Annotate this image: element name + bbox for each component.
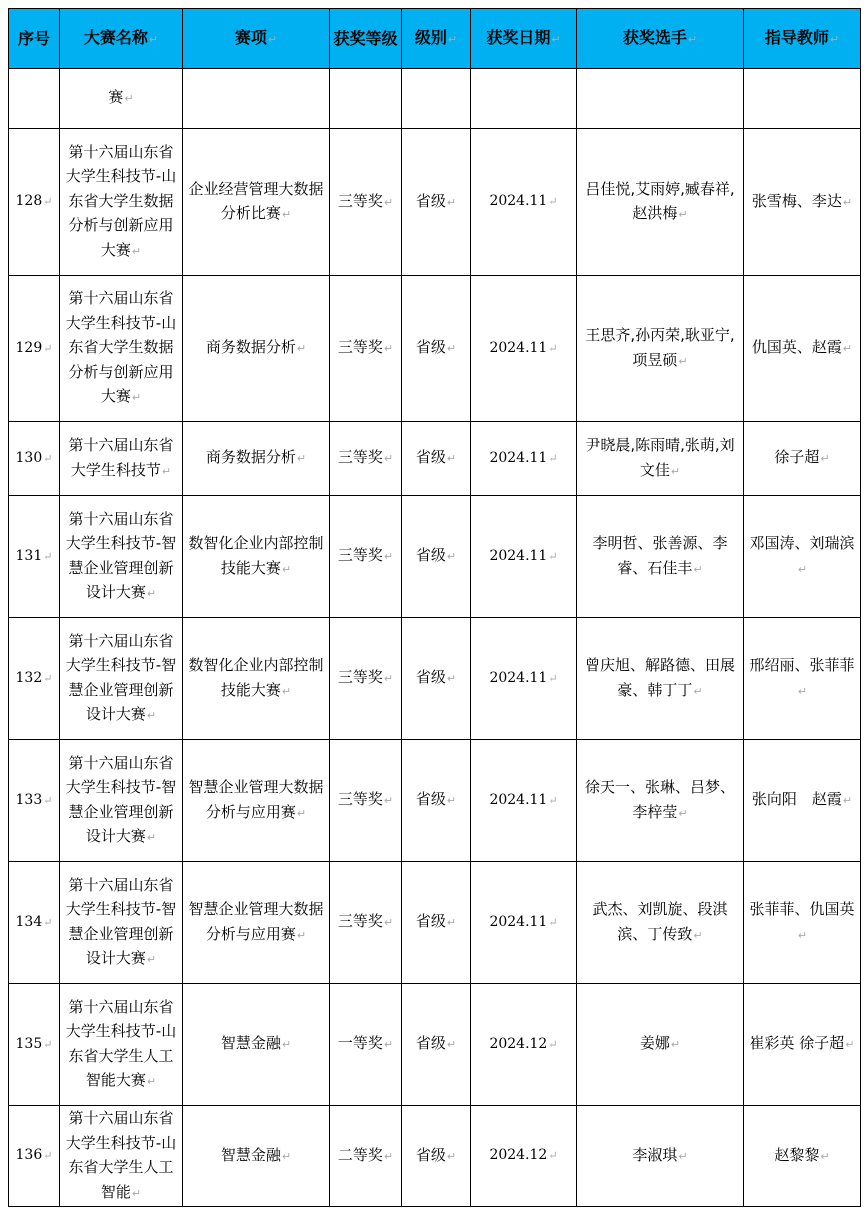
paragraph-mark: ↵ [43, 1037, 53, 1051]
paragraph-mark: ↵ [842, 342, 853, 356]
cell-award-date: 2024.12↵ [471, 984, 577, 1106]
cell-students: 曾庆旭、解路德、田展豪、韩丁丁↵ [577, 618, 744, 740]
cell-event [183, 69, 330, 129]
header-students: 获奖选手↵ [577, 9, 744, 69]
header-serial: 序号 [9, 9, 60, 69]
paragraph-mark: ↵ [548, 915, 558, 929]
cell-contest-name: 第十六届山东省大学生科技节-智慧企业管理创新设计大赛↵ [60, 862, 183, 984]
paragraph-mark: ↵ [845, 1038, 855, 1052]
paragraph-mark: ↵ [797, 562, 808, 576]
paragraph-mark: ↵ [124, 92, 134, 106]
paragraph-mark: ↵ [383, 916, 394, 930]
cell-teachers: 赵黎黎↵ [744, 1106, 861, 1207]
cell-award-grade [330, 69, 402, 129]
table-row [9, 1106, 861, 1207]
paragraph-mark: ↵ [548, 341, 558, 355]
paragraph-mark: ↵ [146, 709, 157, 722]
cell-event: 智慧企业管理大数据分析与应用赛↵ [183, 740, 330, 862]
paragraph-mark: ↵ [842, 794, 853, 808]
cell-contest-name: 第十六届山东省大学生科技节-山东省大学生数据分析与创新应用大赛↵ [60, 129, 183, 276]
cell-award-grade: 三等奖↵ [330, 276, 402, 422]
paragraph-mark: ↵ [670, 464, 681, 478]
paragraph-mark: ↵ [383, 452, 394, 466]
paragraph-mark: ↵ [548, 195, 558, 209]
paragraph-mark: ↵ [383, 794, 394, 808]
paragraph-mark: ↵ [548, 451, 558, 465]
paragraph-mark: ↵ [548, 549, 558, 563]
paragraph-mark: ↵ [281, 684, 292, 698]
cell-award-grade: 三等奖↵ [330, 740, 402, 862]
paragraph-mark: ↵ [146, 1075, 157, 1088]
cell-contest-name: 第十六届山东省大学生科技节-山东省大学生人工智能↵ [60, 1106, 183, 1207]
paragraph-mark: ↵ [446, 672, 457, 686]
paragraph-mark: ↵ [43, 195, 53, 209]
paragraph-mark: ↵ [383, 195, 394, 209]
cell-level: 省级↵ [402, 1106, 471, 1207]
cell-event: 商务数据分析↵ [183, 422, 330, 496]
cell-serial: 129↵ [9, 276, 60, 422]
table-row [9, 862, 861, 984]
cell-teachers: 张向阳 赵霞↵ [744, 740, 861, 862]
cell-serial: 130↵ [9, 422, 60, 496]
cell-event: 商务数据分析↵ [183, 276, 330, 422]
cell-award-grade: 一等奖↵ [330, 984, 402, 1106]
cell-level: 省级↵ [402, 422, 471, 496]
cell-award-grade: 二等奖↵ [330, 1106, 402, 1207]
cell-contest-name: 第十六届山东省大学生科技节-山东省大学生人工智能大赛↵ [60, 984, 183, 1106]
cell-event: 数智化企业内部控制技能大赛↵ [183, 618, 330, 740]
cell-award-grade: 三等奖↵ [330, 618, 402, 740]
cell-award-grade: 三等奖↵ [330, 862, 402, 984]
table-row [9, 618, 861, 740]
cell-teachers: 仇国英、赵霞↵ [744, 276, 861, 422]
cell-award-date: 2024.11↵ [471, 276, 577, 422]
paragraph-mark: ↵ [446, 794, 457, 808]
paragraph-mark: ↵ [131, 1186, 142, 1200]
cell-teachers: 崔彩英 徐子超↵ [744, 984, 861, 1106]
paragraph-mark: ↵ [383, 1038, 394, 1052]
cell-contest-name: 第十六届山东省大学生科技节-智慧企业管理创新设计大赛↵ [60, 496, 183, 618]
header-contest-name: 大赛名称↵ [60, 9, 183, 69]
paragraph-mark: ↵ [670, 1038, 681, 1052]
paragraph-mark: ↵ [446, 342, 457, 356]
paragraph-mark: ↵ [797, 684, 808, 698]
cell-level: 省级↵ [402, 496, 471, 618]
paragraph-mark: ↵ [548, 1149, 558, 1163]
paragraph-mark: ↵ [383, 672, 394, 686]
paragraph-mark: ↵ [820, 1149, 830, 1163]
cell-award-date [471, 69, 577, 129]
paragraph-mark: ↵ [383, 1149, 394, 1163]
paragraph-mark: ↵ [383, 550, 394, 564]
cell-contest-name: 第十六届山东省大学生科技节↵ [60, 422, 183, 496]
cell-students [577, 69, 744, 129]
paragraph-mark: ↵ [43, 915, 53, 929]
paragraph-mark: ↵ [820, 452, 830, 466]
paragraph-mark: ↵ [281, 1038, 292, 1052]
cell-serial: 128↵ [9, 129, 60, 276]
paragraph-mark: ↵ [161, 464, 172, 478]
cell-level: 省级↵ [402, 740, 471, 862]
cell-students: 李明哲、张善源、李睿、石佳丰↵ [577, 496, 744, 618]
paragraph-mark: ↵ [43, 549, 53, 563]
paragraph-mark: ↵ [446, 195, 457, 209]
paragraph-mark: ↵ [797, 928, 808, 942]
paragraph-mark: ↵ [446, 550, 457, 564]
cell-award-date: 2024.12↵ [471, 1106, 577, 1207]
cell-serial: 136↵ [9, 1106, 60, 1207]
cell-students: 尹晓晨,陈雨晴,张萌,刘文佳↵ [577, 422, 744, 496]
cell-serial: 133↵ [9, 740, 60, 862]
paragraph-mark: ↵ [296, 806, 307, 820]
cell-serial: 134↵ [9, 862, 60, 984]
cell-serial: 135↵ [9, 984, 60, 1106]
cell-event: 智慧金融↵ [183, 1106, 330, 1207]
paragraph-mark: ↵ [296, 928, 307, 942]
paragraph-mark: ↵ [446, 1038, 457, 1052]
paragraph-mark: ↵ [678, 208, 688, 221]
cell-level [402, 69, 471, 129]
cell-event: 智慧企业管理大数据分析与应用赛↵ [183, 862, 330, 984]
cell-serial: 132↵ [9, 618, 60, 740]
paragraph-mark: ↵ [131, 391, 142, 405]
header-teachers: 指导教师↵ [744, 9, 861, 69]
cell-award-grade: 三等奖↵ [330, 422, 402, 496]
paragraph-mark: ↵ [43, 671, 53, 685]
paragraph-mark: ↵ [281, 208, 292, 221]
cell-event: 数智化企业内部控制技能大赛↵ [183, 496, 330, 618]
cell-award-grade: 三等奖↵ [330, 496, 402, 618]
table-row [9, 496, 861, 618]
paragraph-mark: ↵ [43, 341, 53, 355]
cell-serial: 131↵ [9, 496, 60, 618]
header-award-date: 获奖日期↵ [471, 9, 577, 69]
cell-contest-name: 赛↵ [60, 69, 183, 129]
paragraph-mark: ↵ [446, 452, 457, 466]
table-row [9, 984, 861, 1106]
awards-table [8, 8, 861, 1207]
cell-students: 王思齐,孙丙荣,耿亚宁,项昱硕↵ [577, 276, 744, 422]
paragraph-mark: ↵ [383, 342, 394, 356]
paragraph-mark: ↵ [281, 1149, 292, 1163]
cell-award-date: 2024.11↵ [471, 862, 577, 984]
cell-students: 武杰、刘凯旋、段淇滨、丁传致↵ [577, 862, 744, 984]
cell-award-date: 2024.11↵ [471, 496, 577, 618]
paragraph-mark: ↵ [296, 452, 307, 466]
paragraph-mark: ↵ [842, 195, 853, 209]
paragraph-mark: ↵ [43, 793, 53, 807]
paragraph-mark: ↵ [693, 562, 703, 576]
paragraph-mark: ↵ [146, 831, 157, 844]
cell-award-date: 2024.11↵ [471, 422, 577, 496]
cell-level: 省级↵ [402, 276, 471, 422]
paragraph-mark: ↵ [296, 342, 307, 356]
paragraph-mark: ↵ [548, 1037, 558, 1051]
header-level: 级别↵ [402, 9, 471, 69]
cell-award-date: 2024.11↵ [471, 618, 577, 740]
table-row [9, 129, 861, 276]
cell-event: 企业经营管理大数据分析比赛↵ [183, 129, 330, 276]
paragraph-mark: ↵ [548, 671, 558, 685]
paragraph-mark: ↵ [678, 806, 688, 820]
header-award-grade: 获奖等级 [330, 9, 402, 69]
cell-teachers: 徐子超↵ [744, 422, 861, 496]
table-row [9, 740, 861, 862]
paragraph-mark: ↵ [693, 928, 703, 942]
cell-award-date: 2024.11↵ [471, 740, 577, 862]
cell-award-date: 2024.11↵ [471, 129, 577, 276]
cell-event: 智慧金融↵ [183, 984, 330, 1106]
paragraph-mark: ↵ [693, 684, 703, 698]
cell-contest-name: 第十六届山东省大学生科技节-智慧企业管理创新设计大赛↵ [60, 618, 183, 740]
cell-students: 吕佳悦,艾雨婷,臧春祥,赵洪梅↵ [577, 129, 744, 276]
paragraph-mark: ↵ [548, 793, 558, 807]
paragraph-mark: ↵ [678, 354, 688, 368]
cell-serial [9, 69, 60, 129]
cell-teachers: 邢绍丽、张菲菲↵ [744, 618, 861, 740]
paragraph-mark: ↵ [678, 1149, 688, 1163]
cell-students: 李淑琪↵ [577, 1106, 744, 1207]
cell-level: 省级↵ [402, 129, 471, 276]
table-row [9, 276, 861, 422]
header-event: 赛项↵ [183, 9, 330, 69]
cell-contest-name: 第十六届山东省大学生科技节-智慧企业管理创新设计大赛↵ [60, 740, 183, 862]
paragraph-mark: ↵ [43, 451, 53, 465]
table-row [9, 422, 861, 496]
cell-students: 徐天一、张琳、吕梦、李梓莹↵ [577, 740, 744, 862]
cell-contest-name: 第十六届山东省大学生科技节-山东省大学生数据分析与创新应用大赛↵ [60, 276, 183, 422]
cell-students: 姜娜↵ [577, 984, 744, 1106]
cell-teachers: 邓国涛、刘瑞滨↵ [744, 496, 861, 618]
cell-teachers: 张菲菲、仇国英↵ [744, 862, 861, 984]
paragraph-mark: ↵ [446, 916, 457, 930]
paragraph-mark: ↵ [281, 562, 292, 576]
cell-award-grade: 三等奖↵ [330, 129, 402, 276]
paragraph-mark: ↵ [146, 587, 157, 600]
table-row [9, 69, 861, 129]
cell-level: 省级↵ [402, 862, 471, 984]
cell-teachers: 张雪梅、李达↵ [744, 129, 861, 276]
cell-level: 省级↵ [402, 984, 471, 1106]
header-row [9, 9, 861, 69]
cell-level: 省级↵ [402, 618, 471, 740]
paragraph-mark: ↵ [131, 244, 142, 258]
cell-teachers [744, 69, 861, 129]
paragraph-mark: ↵ [146, 953, 157, 966]
paragraph-mark: ↵ [446, 1149, 457, 1163]
paragraph-mark: ↵ [43, 1149, 53, 1163]
